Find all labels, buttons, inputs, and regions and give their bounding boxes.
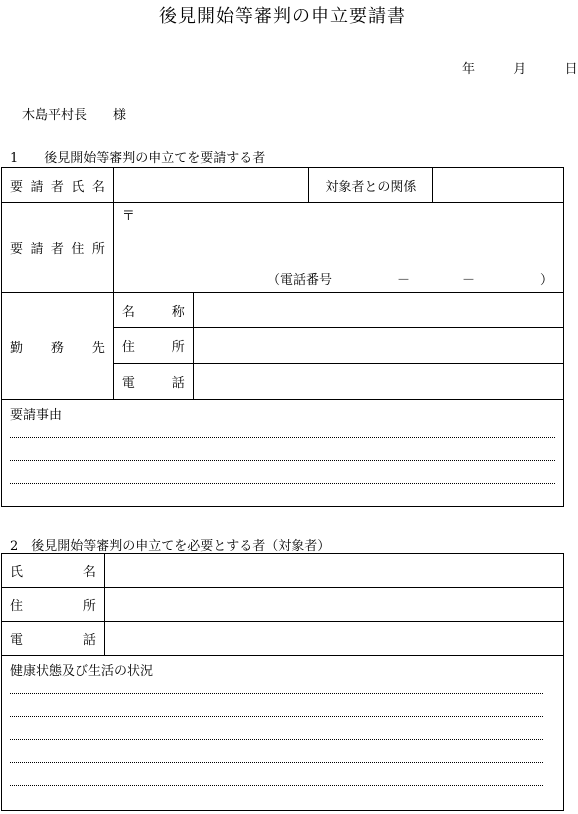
- subject-phone-label: 電話: [2, 622, 105, 656]
- relation-field[interactable]: [433, 168, 564, 203]
- work-address-label: 住所: [113, 328, 193, 364]
- work-name-field[interactable]: [193, 293, 563, 328]
- requester-name-field[interactable]: [113, 168, 309, 203]
- subject-phone-field[interactable]: [104, 622, 563, 656]
- work-phone-label: 電話: [113, 364, 193, 400]
- subject-address-label: 住所: [2, 588, 105, 622]
- section2-heading: 2 後見開始等審判の申立てを必要とする者（対象者）: [10, 539, 331, 554]
- health-field[interactable]: [2, 656, 564, 811]
- subject-address-field[interactable]: [104, 588, 563, 622]
- date-line: [462, 58, 578, 77]
- requester-table: [1, 167, 564, 507]
- addressee: 木島平村長 様: [22, 108, 127, 123]
- work-address-field[interactable]: [193, 328, 563, 364]
- date-day: 日: [564, 62, 578, 77]
- subject-table: [1, 553, 564, 811]
- date-month: 月: [513, 62, 527, 77]
- subject-name-label: 氏名: [2, 554, 105, 588]
- reason-field[interactable]: [2, 400, 564, 507]
- health-line: [10, 785, 543, 786]
- health-label: 健康状態及び生活の状況: [10, 664, 154, 679]
- requester-name-label: 要請者氏名: [2, 168, 114, 203]
- work-phone-field[interactable]: [193, 364, 563, 400]
- requester-address-label: 要請者住所: [2, 203, 114, 293]
- relation-label: 対象者との関係: [309, 168, 433, 203]
- postal-mark: 〒: [121, 209, 135, 224]
- section1-heading: 1 後見開始等審判の申立てを要請する者: [10, 151, 266, 166]
- reason-label: 要請事由: [10, 408, 63, 423]
- phone-line: （電話番号 － － ）: [266, 273, 553, 288]
- date-year: 年: [462, 62, 476, 77]
- page-title: 後見開始等審判の申立要請書: [159, 6, 406, 27]
- requester-address-field[interactable]: [113, 203, 563, 293]
- workplace-label: 勤 務 先: [2, 293, 114, 400]
- subject-name-field[interactable]: [104, 554, 563, 588]
- reason-line: [10, 483, 555, 484]
- work-name-label: 名称: [113, 293, 193, 328]
